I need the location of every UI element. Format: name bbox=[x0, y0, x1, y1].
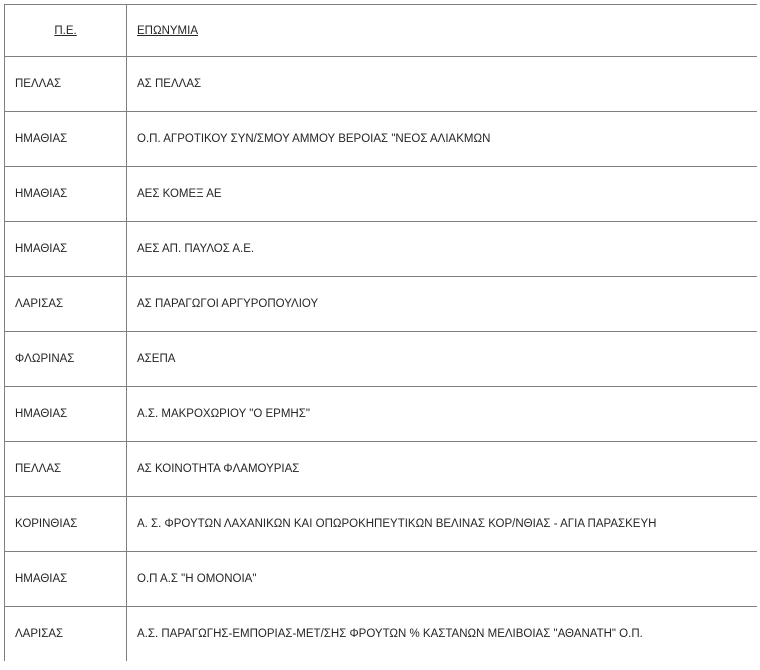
cell-name: ΑΕΣ ΑΠ. ΠΑΥΛΟΣ Α.Ε. bbox=[127, 222, 758, 277]
cell-region: ΗΜΑΘΙΑΣ bbox=[5, 167, 127, 222]
cell-region: ΗΜΑΘΙΑΣ bbox=[5, 222, 127, 277]
cell-region: ΚΟΡΙΝΘΙΑΣ bbox=[5, 497, 127, 552]
cell-name: Α. Σ. ΦΡΟΥΤΩΝ ΛΑΧΑΝΙΚΩΝ ΚΑΙ ΟΠΩΡΟΚΗΠΕΥΤΙΚΩΝ ΒΕΛΙΝΑΣ ΚΟΡ/ΝΘΙΑΣ - ΑΓΙΑ ΠΑΡΑΣΚΕΥΗ bbox=[127, 497, 758, 552]
cell-region: ΛΑΡΙΣΑΣ bbox=[5, 607, 127, 662]
cell-region: ΠΕΛΛΑΣ bbox=[5, 442, 127, 497]
header-region-label: Π.Ε. bbox=[54, 24, 77, 37]
cell-name: Α.Σ. ΜΑΚΡΟΧΩΡΙΟΥ "Ο ΕΡΜΗΣ" bbox=[127, 387, 758, 442]
header-region bbox=[5, 5, 127, 57]
document-table-container bbox=[4, 4, 757, 670]
table-row bbox=[5, 607, 758, 662]
cell-name: Ο.Π Α.Σ "Η ΟΜΟΝΟΙΑ" bbox=[127, 552, 758, 607]
table-row bbox=[5, 442, 758, 497]
cell-name: Α.Σ. ΠΑΡΑΓΩΓΗΣ-ΕΜΠΟΡΙΑΣ-ΜΕΤ/ΣΗΣ ΦΡΟΥΤΩΝ % ΚΑΣΤΑΝΩΝ ΜΕΛΙΒΟΙΑΣ "ΑΘΑΝΑΤΗ" Ο.Π. bbox=[127, 607, 758, 662]
cell-name: ΑΣ ΠΕΛΛΑΣ bbox=[127, 57, 758, 112]
table-row bbox=[5, 277, 758, 332]
table-row bbox=[5, 497, 758, 552]
cell-name: ΑΣ ΚΟΙΝΟΤΗΤΑ ΦΛΑΜΟΥΡΙΑΣ bbox=[127, 442, 758, 497]
cell-name: ΑΣ ΠΑΡΑΓΩΓΟΙ ΑΡΓΥΡΟΠΟΥΛΙΟΥ bbox=[127, 277, 758, 332]
table-row bbox=[5, 387, 758, 442]
cell-region: ΗΜΑΘΙΑΣ bbox=[5, 552, 127, 607]
cell-name: ΑΣΕΠΑ bbox=[127, 332, 758, 387]
cell-name: ΑΕΣ ΚΟΜΕΞ ΑΕ bbox=[127, 167, 758, 222]
cell-region: ΗΜΑΘΙΑΣ bbox=[5, 387, 127, 442]
header-name-label: ΕΠΩΝΥΜΙΑ bbox=[137, 24, 198, 37]
cell-region: ΛΑΡΙΣΑΣ bbox=[5, 277, 127, 332]
table-row bbox=[5, 222, 758, 277]
table-row bbox=[5, 57, 758, 112]
table-row bbox=[5, 167, 758, 222]
cell-region: ΠΕΛΛΑΣ bbox=[5, 57, 127, 112]
cooperatives-table bbox=[4, 4, 757, 661]
table-row bbox=[5, 332, 758, 387]
header-name bbox=[127, 5, 758, 57]
cell-region: ΦΛΩΡΙΝΑΣ bbox=[5, 332, 127, 387]
table-row bbox=[5, 552, 758, 607]
table-header-row bbox=[5, 5, 758, 57]
cell-region: ΗΜΑΘΙΑΣ bbox=[5, 112, 127, 167]
table-row bbox=[5, 112, 758, 167]
cell-name: Ο.Π. ΑΓΡΟΤΙΚΟΥ ΣΥΝ/ΣΜΟΥ ΑΜΜΟΥ ΒΕΡΟΙΑΣ "ΝΕΟΣ ΑΛΙΑΚΜΩΝ bbox=[127, 112, 758, 167]
